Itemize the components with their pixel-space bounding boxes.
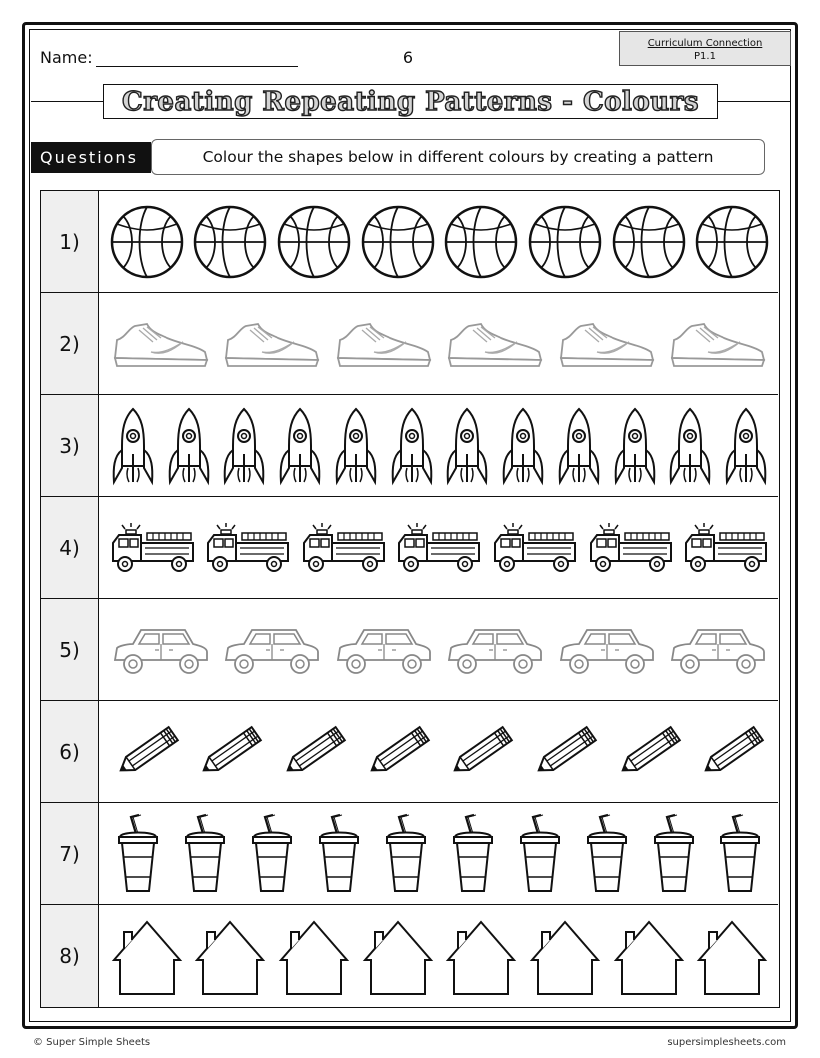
shape-strip [101, 905, 778, 1007]
curriculum-connection-box [619, 31, 791, 66]
question-number: 6) [41, 701, 99, 802]
question-number: 4) [41, 497, 99, 598]
sneaker-icon[interactable] [334, 318, 434, 370]
drink-cup-icon[interactable] [249, 813, 295, 895]
question-row [41, 293, 778, 395]
worksheet-title: Creating Repeating Patterns - Colours [122, 86, 699, 117]
rocket-icon[interactable] [500, 406, 546, 486]
pencil-icon[interactable] [692, 722, 772, 782]
drink-cup-icon[interactable] [316, 813, 362, 895]
question-row [41, 905, 778, 1007]
basketball-icon[interactable] [192, 204, 268, 280]
curriculum-connection-title: Curriculum Connection [647, 38, 763, 49]
title-rule-left [31, 101, 103, 102]
basketball-icon[interactable] [443, 204, 519, 280]
questions-tab: Questions [31, 142, 151, 173]
sneaker-icon[interactable] [557, 318, 657, 370]
car-icon[interactable] [334, 622, 434, 678]
pencil-icon[interactable] [274, 722, 354, 782]
fire-truck-icon[interactable] [491, 521, 579, 575]
house-icon[interactable] [695, 916, 769, 996]
basketball-icon[interactable] [276, 204, 352, 280]
pencil-icon[interactable] [609, 722, 689, 782]
pencil-icon[interactable] [525, 722, 605, 782]
drink-cup-icon[interactable] [182, 813, 228, 895]
fire-truck-icon[interactable] [682, 521, 770, 575]
rocket-icon[interactable] [444, 406, 490, 486]
question-row [41, 599, 778, 701]
pencil-icon[interactable] [358, 722, 438, 782]
pencil-icon[interactable] [441, 722, 521, 782]
fire-truck-icon[interactable] [395, 521, 483, 575]
shape-strip [101, 191, 778, 292]
question-number: 2) [41, 293, 99, 394]
rocket-icon[interactable] [556, 406, 602, 486]
rocket-icon[interactable] [333, 406, 379, 486]
fire-truck-icon[interactable] [300, 521, 388, 575]
house-icon[interactable] [110, 916, 184, 996]
footer-copyright: © Super Simple Sheets [33, 1037, 151, 1048]
question-row [41, 395, 778, 497]
house-icon[interactable] [277, 916, 351, 996]
house-icon[interactable] [361, 916, 435, 996]
drink-cup-icon[interactable] [717, 813, 763, 895]
drink-cup-icon[interactable] [450, 813, 496, 895]
shape-strip [101, 293, 778, 394]
title-rule-right [718, 101, 790, 102]
house-icon[interactable] [612, 916, 686, 996]
sneaker-icon[interactable] [111, 318, 211, 370]
rocket-icon[interactable] [667, 406, 713, 486]
shape-strip [101, 395, 778, 496]
basketball-icon[interactable] [694, 204, 770, 280]
drink-cup-icon[interactable] [383, 813, 429, 895]
drink-cup-icon[interactable] [651, 813, 697, 895]
house-icon[interactable] [193, 916, 267, 996]
rocket-icon[interactable] [110, 406, 156, 486]
question-number: 8) [41, 905, 99, 1007]
car-icon[interactable] [557, 622, 657, 678]
car-icon[interactable] [111, 622, 211, 678]
question-row [41, 497, 778, 599]
name-input-line[interactable] [96, 66, 298, 67]
sneaker-icon[interactable] [222, 318, 322, 370]
basketball-icon[interactable] [611, 204, 687, 280]
shape-strip [101, 497, 778, 598]
name-label: Name: [40, 48, 93, 67]
rocket-icon[interactable] [166, 406, 212, 486]
sneaker-icon[interactable] [668, 318, 768, 370]
drink-cup-icon[interactable] [115, 813, 161, 895]
drink-cup-icon[interactable] [584, 813, 630, 895]
drink-cup-icon[interactable] [517, 813, 563, 895]
car-icon[interactable] [445, 622, 545, 678]
question-number: 1) [41, 191, 99, 292]
question-number: 7) [41, 803, 99, 904]
instruction-text: Colour the shapes below in different colours by creating a pattern [151, 139, 765, 175]
pencil-icon[interactable] [190, 722, 270, 782]
basketball-icon[interactable] [360, 204, 436, 280]
shape-strip [101, 701, 778, 802]
rocket-icon[interactable] [723, 406, 769, 486]
question-grid [40, 190, 780, 1008]
basketball-icon[interactable] [527, 204, 603, 280]
shape-strip [101, 803, 778, 904]
car-icon[interactable] [222, 622, 322, 678]
question-row [41, 701, 778, 803]
rocket-icon[interactable] [389, 406, 435, 486]
fire-truck-icon[interactable] [204, 521, 292, 575]
house-icon[interactable] [528, 916, 602, 996]
curriculum-code: P1.1 [694, 51, 716, 62]
rocket-icon[interactable] [612, 406, 658, 486]
question-number: 3) [41, 395, 99, 496]
rocket-icon[interactable] [277, 406, 323, 486]
question-number: 5) [41, 599, 99, 700]
pencil-icon[interactable] [107, 722, 187, 782]
car-icon[interactable] [668, 622, 768, 678]
question-row [41, 803, 778, 905]
rocket-icon[interactable] [221, 406, 267, 486]
sneaker-icon[interactable] [445, 318, 545, 370]
shape-strip [101, 599, 778, 700]
footer-website: supersimplesheets.com [667, 1037, 786, 1048]
basketball-icon[interactable] [109, 204, 185, 280]
house-icon[interactable] [444, 916, 518, 996]
fire-truck-icon[interactable] [587, 521, 675, 575]
fire-truck-icon[interactable] [109, 521, 197, 575]
worksheet-title-box [103, 84, 718, 119]
question-row [41, 191, 778, 293]
page-number: 6 [402, 48, 414, 67]
